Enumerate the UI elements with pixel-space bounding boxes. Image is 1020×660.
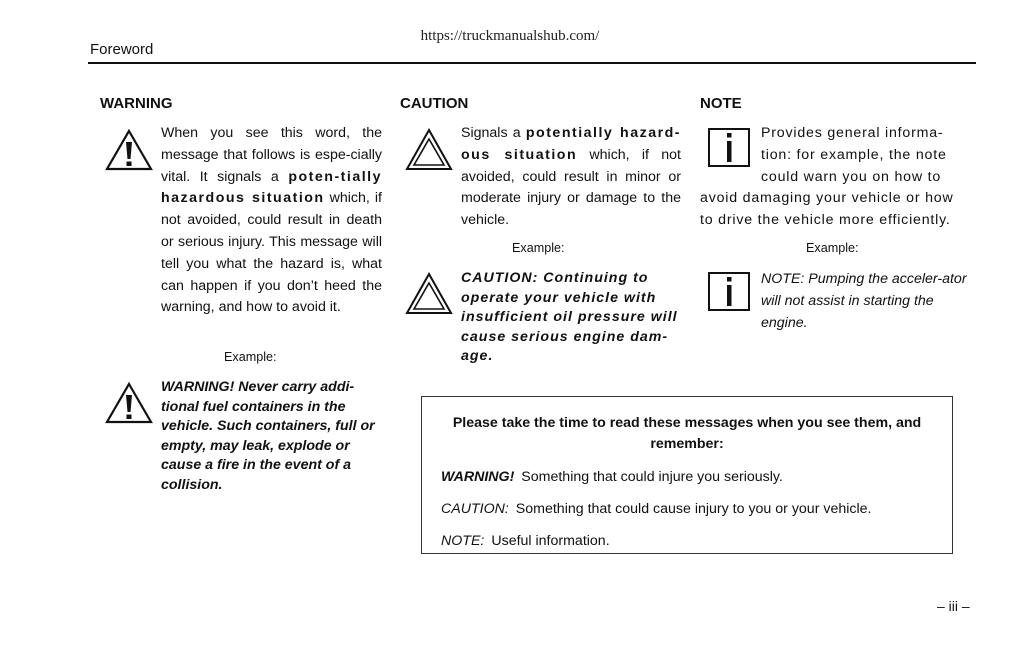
section-title: Foreword [90,41,154,58]
info-i-icon [708,272,750,311]
warning-heading: WARNING [100,95,173,112]
warning-description-text-2: which, if not avoided, could result in death or serious injury. This message will tell you what the hazard is, what can happen if you don’t heed the warning, and how to avoid it. [161,190,382,316]
warning-description-text: When you see this word, the message that follows is espe-cially vital. It signals a [161,125,382,185]
warning-example-text: WARNING! Never carry addi-tional fuel containers in the vehicle. Such containers, full or empty, may leak, explode or cause a fire in the event of a collision. [161,379,375,493]
reminder-item-warning [441,469,783,485]
caution-example-label: Example: [512,241,565,255]
exclamation-triangle-icon [104,381,154,425]
note-example-label: Example: [806,241,859,255]
caution-description [461,123,681,232]
reminder-text: Useful information. [491,533,610,549]
note-example-text: NOTE: Pumping the acceler-ator will not assist in starting the engine. [761,271,967,331]
warning-description-emphasis: poten-tially hazardous situation [161,168,382,207]
caution-description-emphasis: potentially hazard-ous situation [461,125,681,163]
exclamation-triangle-icon [104,128,154,172]
reminder-box [421,396,953,554]
hollow-triangle-icon [405,272,453,316]
reminder-item-caution [441,501,871,517]
reminder-item-note [441,533,610,549]
warning-example-label: Example: [224,350,277,364]
hollow-triangle-icon [405,128,453,172]
reminder-tag: WARNING! [441,469,515,485]
reminder-tag: CAUTION: [441,501,509,517]
note-description [700,123,970,232]
caution-heading: CAUTION [400,95,469,112]
page-number: – iii – [937,598,970,614]
caution-description-text-2: which, if not avoided, could result in minor or moderate injury or damage to the vehicle. [461,146,682,229]
note-heading: NOTE [700,95,742,112]
note-icon-spacer [700,123,761,185]
source-url: https://truckmanualshub.com/ [420,28,600,44]
header-rule [88,62,976,64]
caution-description-text: Signals a [461,125,526,141]
note-description-text: Provides general informa-tion: for example, the note could warn you on how to avoid damaging your vehicle or how to drive the vehicle more efficiently. [700,125,954,229]
caution-example-text: CAUTION: Continuing to operate your vehicle with insufficient oil pressure will cause serious engine dam-age. [461,270,678,364]
reminder-text: Something that could injure you seriously. [521,469,783,485]
warning-description [161,123,382,319]
reminder-text: Something that could cause injury to you or your vehicle. [515,501,872,517]
reminder-tag: NOTE: [441,533,485,549]
reminder-title: Please take the time to read these messages when you see them, and remember: [452,415,922,452]
